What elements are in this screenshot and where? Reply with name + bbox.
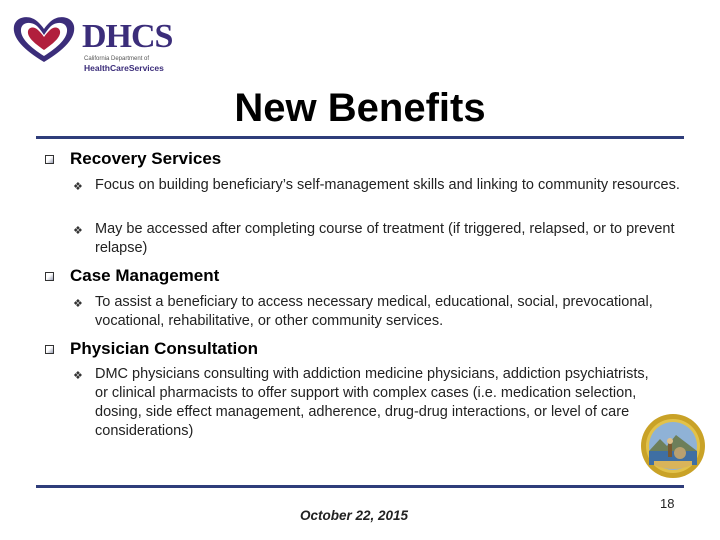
dhcs-logo bbox=[10, 12, 173, 73]
section-label: Recovery Services bbox=[70, 149, 222, 168]
logo-subtitle: California Department of bbox=[84, 56, 150, 62]
state-seal-icon bbox=[640, 413, 706, 479]
section-label: Physician Consultation bbox=[70, 339, 258, 358]
section-item: May be accessed after completing course of treatment (if triggered, relapsed, or to prevent relapse) bbox=[95, 221, 675, 256]
title-divider bbox=[36, 136, 684, 139]
footer-divider bbox=[36, 485, 684, 488]
diamond-bullet-icon: ❖ bbox=[73, 181, 83, 193]
diamond-bullet-icon: ❖ bbox=[73, 298, 83, 310]
hands-heart-icon bbox=[10, 12, 78, 66]
section-item: DMC physicians consulting with addiction medicine physicians, addiction psychiatrists, or clinical pharmacists to offer support with complex cases (i.e. medication selection, dosing, side effect management, adherence, drug-drug interactions, or level of care considerations) bbox=[95, 366, 649, 439]
checkbox-bullet-icon bbox=[45, 272, 54, 281]
diamond-bullet-icon: ❖ bbox=[73, 370, 83, 382]
checkbox-bullet-icon bbox=[45, 345, 54, 354]
diamond-bullet-icon: ❖ bbox=[73, 225, 83, 237]
checkbox-bullet-icon bbox=[45, 155, 54, 164]
logo-wordmark: DHCS bbox=[82, 18, 173, 55]
logo-subtitle-2: HealthCareServices bbox=[84, 63, 164, 73]
slide-title: New Benefits bbox=[234, 86, 486, 130]
page-number: 18 bbox=[660, 496, 675, 511]
section-label: Case Management bbox=[70, 266, 220, 285]
footer-date: October 22, 2015 bbox=[300, 508, 409, 523]
section-item: To assist a beneficiary to access necessary medical, educational, social, prevocational, vocational, rehabilitative, or other community services. bbox=[95, 294, 653, 329]
section-item: Focus on building beneficiary’s self-management skills and linking to community resources. bbox=[95, 177, 680, 193]
